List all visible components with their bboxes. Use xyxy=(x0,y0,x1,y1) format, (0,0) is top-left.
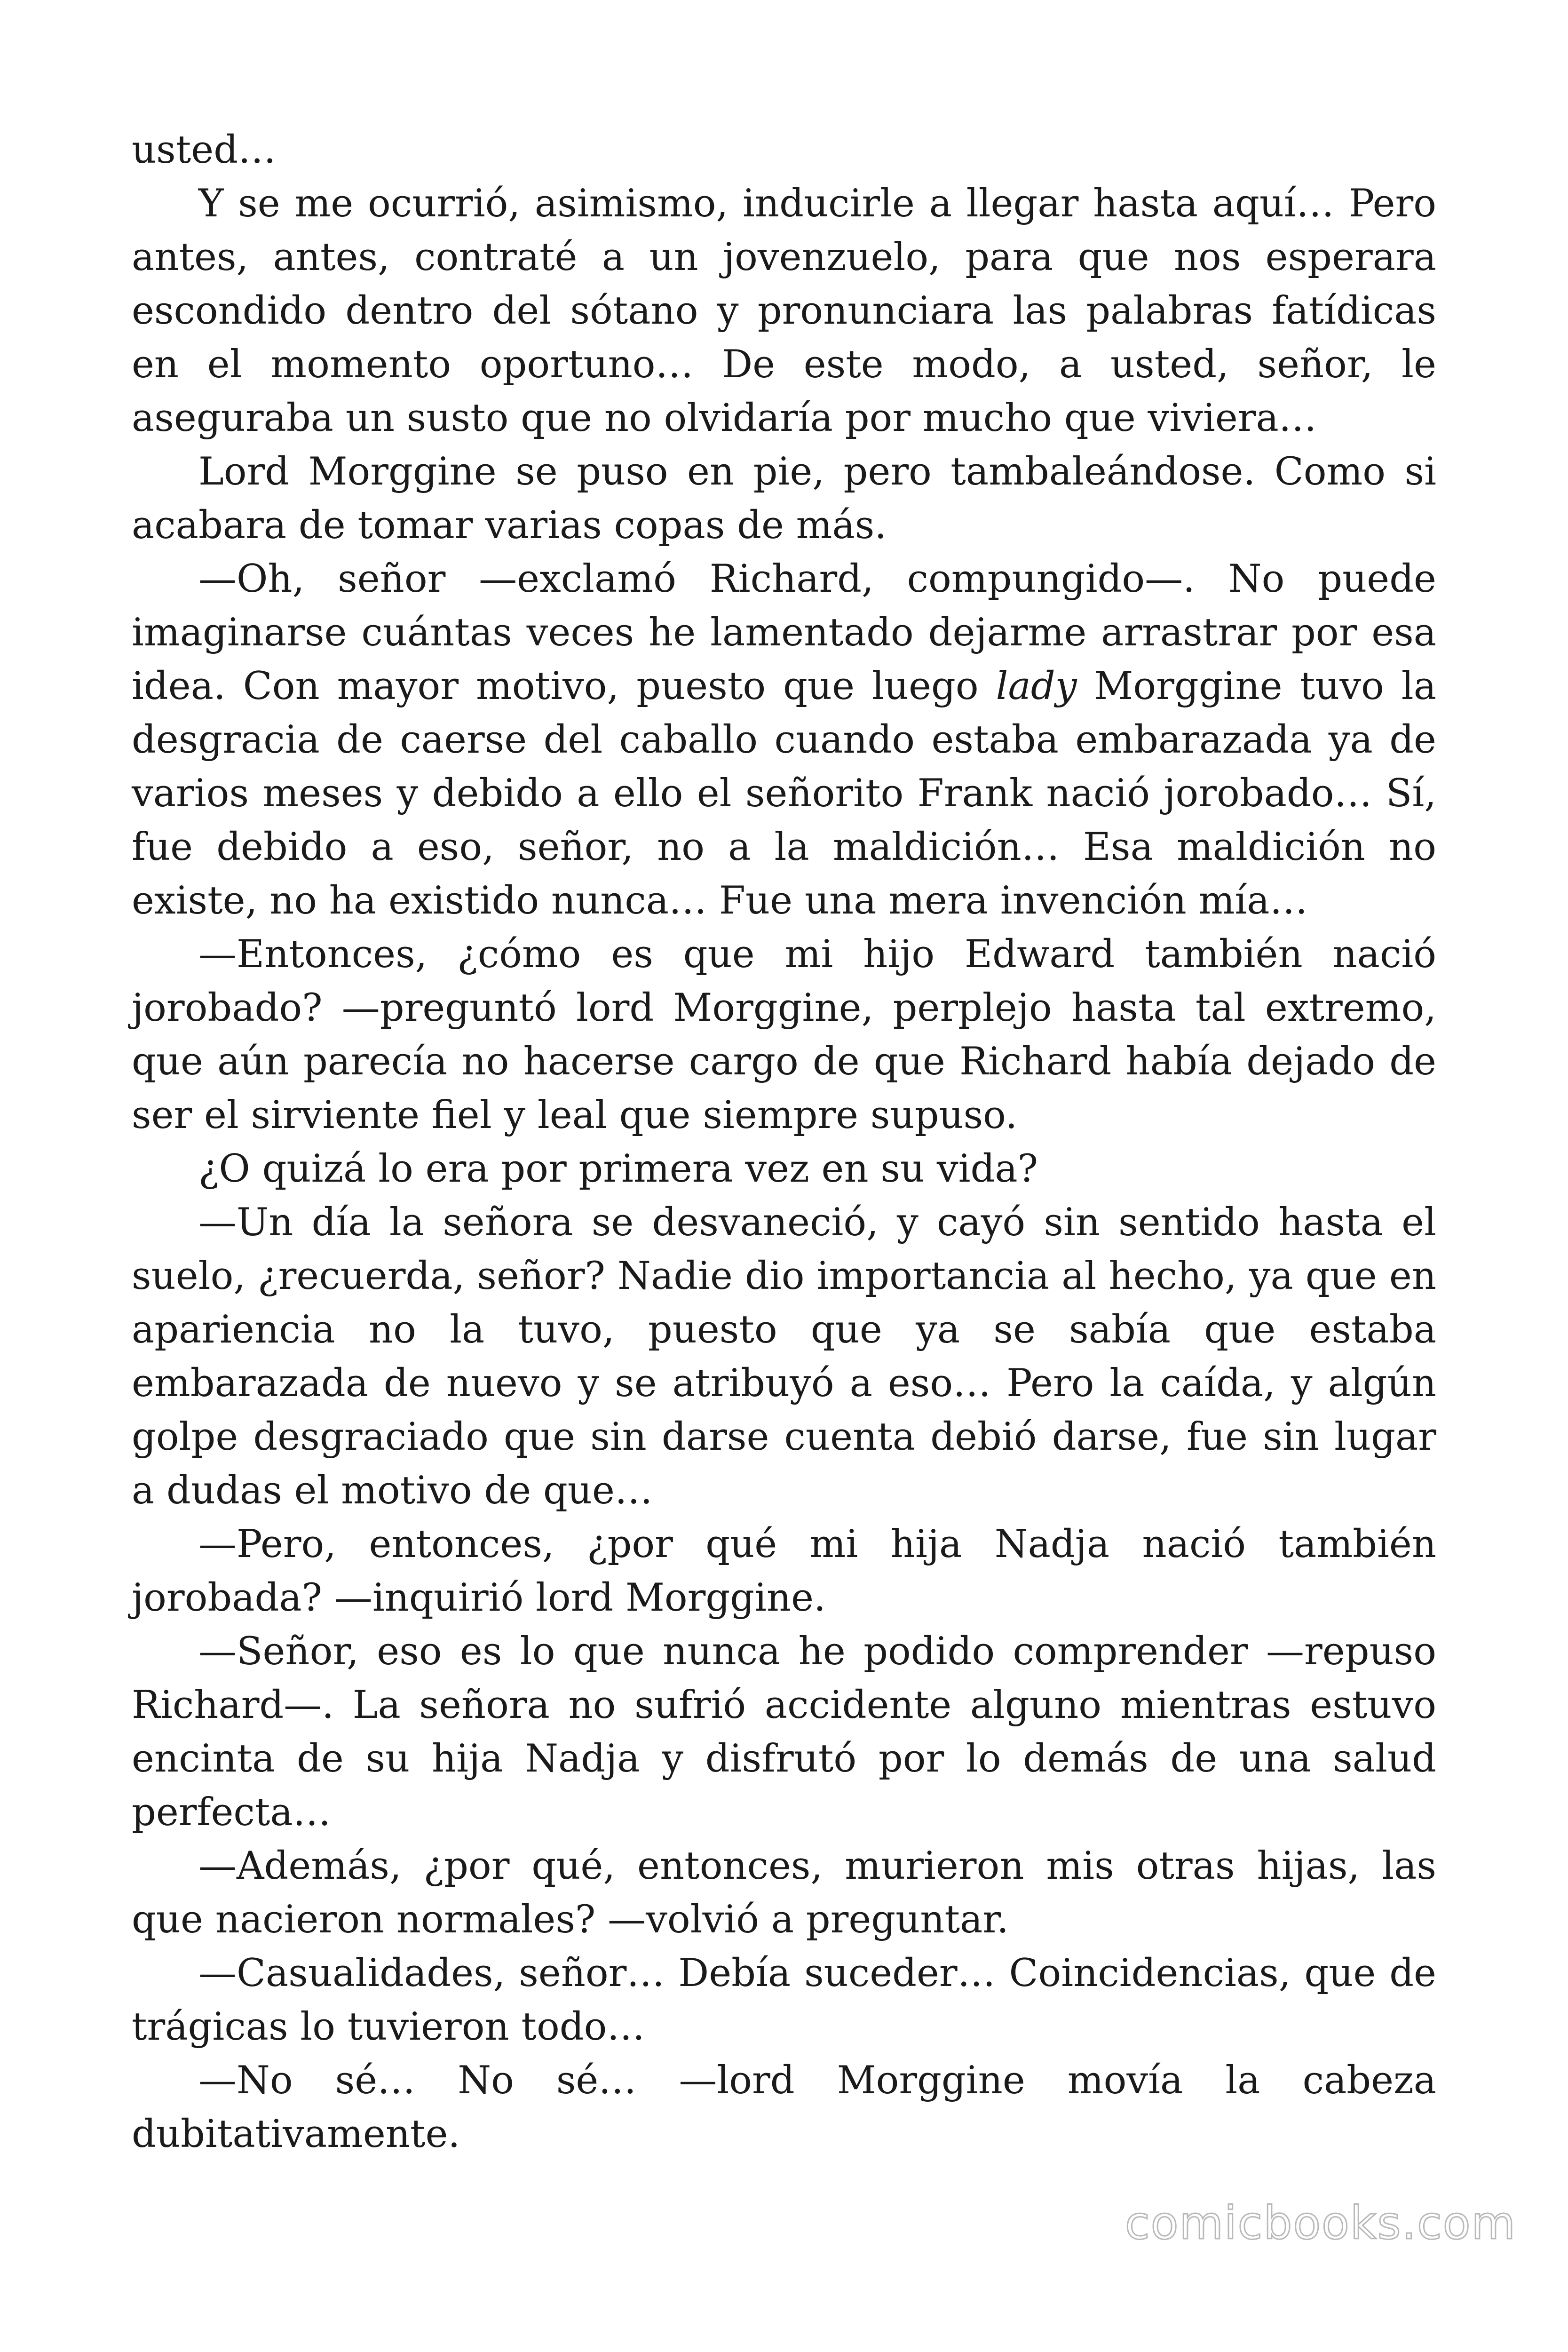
paragraph-6: ¿O quizá lo era por primera vez en su vida? xyxy=(198,1147,1038,1191)
paragraph-8: —Pero, entonces, ¿por qué mi hija Nadja nació también jorobada? —inquirió lord Morggine. xyxy=(132,1522,1436,1620)
paragraph-10: —Además, ¿por qué, entonces, murieron mis otras hijas, las que nacieron normales? —volvió a preguntar. xyxy=(132,1844,1436,1942)
paragraph-5: —Entonces, ¿cómo es que mi hijo Edward también nació jorobado? —preguntó lord Morggine, perplejo hasta tal extremo, que aún parecía no hacerse cargo de que Richard había dejado de ser el sirviente fiel y leal que siempre supuso. xyxy=(132,932,1436,1137)
paragraph-9: —Señor, eso es lo que nunca he podido comprender —repuso Richard—. La señora no sufrió accidente alguno mientras estuvo encinta de su hija Nadja y disfrutó por lo demás de una salud perfecta… xyxy=(132,1629,1436,1835)
paragraph-11: —Casualidades, señor… Debía suceder… Coincidencias, que de trágicas lo tuvieron todo… xyxy=(132,1951,1436,2049)
watermark: comicbooks.com xyxy=(1125,2197,1516,2249)
paragraph-1: usted… xyxy=(132,128,277,172)
paragraph-4-part-1: —Oh, señor —exclamó Richard, compungido—. No puede imaginarse cuántas veces he lamentado dejarme arrastrar por esa idea. Con mayor motivo, puesto que luego xyxy=(132,557,1436,708)
book-page-text xyxy=(132,123,1436,2161)
paragraph-12: —No sé… No sé… —lord Morggine movía la cabeza dubitativamente. xyxy=(132,2058,1436,2156)
paragraph-3: Lord Morggine se puso en pie, pero tambaleándose. Como si acabara de tomar varias copas de más. xyxy=(132,450,1436,548)
paragraph-4-italic-word: lady xyxy=(996,664,1077,708)
paragraph-4 xyxy=(132,552,1436,928)
paragraph-4-part-2: Morggine tuvo la desgracia de caerse del caballo cuando estaba embarazada ya de varios meses y debido a ello el señorito Frank nació jorobado… Sí, fue debido a eso, señor, no a la maldición… Esa maldición no existe, no ha existido nunca… Fue una mera invención mía… xyxy=(132,664,1436,923)
paragraph-2: Y se me ocurrió, asimismo, inducirle a llegar hasta aquí… Pero antes, antes, contraté a un jovenzuelo, para que nos esperara escondido dentro del sótano y pronunciara las palabras fatídicas en el momento oportuno… De este modo, a usted, señor, le aseguraba un susto que no olvidaría por mucho que viviera… xyxy=(132,182,1436,440)
paragraph-7: —Un día la señora se desvaneció, y cayó sin sentido hasta el suelo, ¿recuerda, señor? Nadie dio importancia al hecho, ya que en apariencia no la tuvo, puesto que ya se sabía que estaba embarazada de nuevo y se atribuyó a eso… Pero la caída, y algún golpe desgraciado que sin darse cuenta debió darse, fue sin lugar a dudas el motivo de que… xyxy=(132,1200,1436,1513)
